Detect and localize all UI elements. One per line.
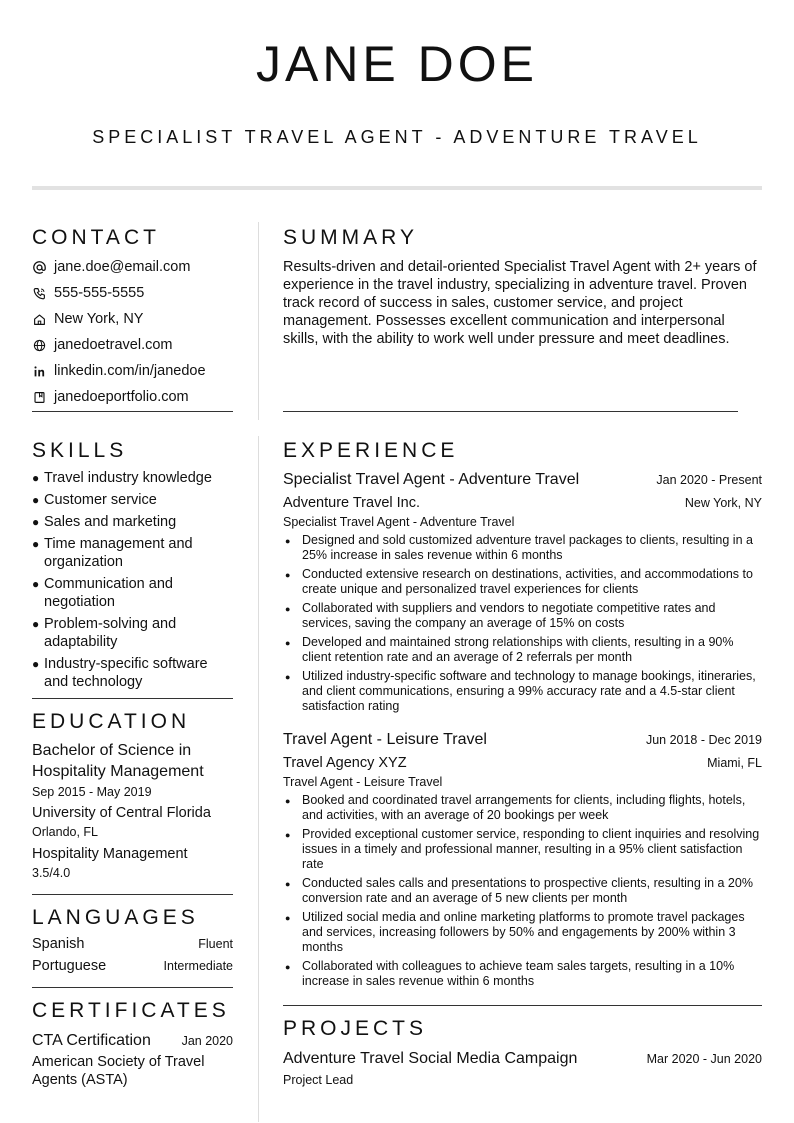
duty-item: ● Conducted extensive research on destinations, activities, and accommodations to create unique and personalized travel experiences for clients — [285, 567, 753, 596]
languages-divider — [32, 987, 233, 988]
bullet-icon: ● — [285, 604, 291, 614]
bullet-icon: ● — [285, 913, 291, 923]
bullet-icon: ● — [32, 657, 40, 671]
skill-item: ● Problem-solving and adaptability — [32, 616, 177, 650]
column-divider — [258, 222, 259, 420]
contact-location-text: New York, NY — [54, 311, 144, 327]
project-header — [283, 1048, 762, 1070]
bullet-icon: ● — [285, 879, 291, 889]
job-role: Specialist Travel Agent - Adventure Travel — [283, 515, 515, 529]
skills-list — [32, 469, 233, 691]
bullet-icon: ● — [32, 515, 40, 529]
bullet-icon: ● — [285, 830, 291, 840]
certificate-name: CTA Certification — [32, 1032, 151, 1049]
duty-item: ● Provided exceptional customer service, responding to client inquiries and resolving issues in a timely and professional manner, resulting in a 95% client satisfaction rate — [285, 827, 760, 871]
bullet-icon: ● — [285, 570, 291, 580]
project-dates: Mar 2020 - Jun 2020 — [646, 1052, 762, 1066]
job-dates: Jan 2020 - Present — [656, 473, 762, 487]
duty-item: ● Collaborated with suppliers and vendors to negotiate competitive rates and services, saving the company an average of 15% on costs — [285, 601, 716, 630]
candidate-title: SPECIALIST TRAVEL AGENT - ADVENTURE TRAVEL — [92, 127, 702, 147]
education-section — [32, 710, 233, 882]
contact-linkedin-text: linkedin.com/in/janedoe — [54, 363, 206, 379]
education-heading: EDUCATION — [32, 710, 191, 733]
contact-linkedin[interactable] — [32, 358, 233, 384]
duty-item: ● Designed and sold customized adventure travel packages to clients, resulting in a 25% increase in sales revenue within 6 months — [285, 533, 753, 562]
header-divider — [32, 186, 762, 190]
bullet-icon: ● — [32, 577, 40, 591]
duty-item: ● Utilized industry-specific software and technology to manage bookings, itineraries, and client communications, ensuring a 99% accuracy rate and a 4.5-star client satisfaction rating — [285, 669, 756, 713]
contact-location — [32, 306, 233, 332]
language-name: Portuguese — [32, 958, 107, 974]
contact-website[interactable] — [32, 332, 233, 358]
at-icon — [32, 260, 46, 274]
home-icon — [32, 312, 46, 326]
bullet-icon: ● — [32, 537, 40, 551]
duty-item: ● Conducted sales calls and presentations to prospective clients, resulting in a 20% conversion rate and an average of 5 new clients per month — [285, 876, 753, 905]
bullet-icon: ● — [32, 617, 40, 631]
job-entry — [283, 469, 762, 714]
project-role: Project Lead — [283, 1073, 354, 1087]
contact-website-text: janedoetravel.com — [54, 337, 173, 353]
education-school: University of Central Florida — [32, 805, 211, 821]
summary-divider — [283, 411, 738, 412]
job-location: New York, NY — [684, 496, 762, 510]
certificates-heading: CERTIFICATES — [32, 999, 230, 1022]
skills-section — [32, 439, 233, 695]
job-role: Travel Agent - Leisure Travel — [283, 775, 443, 789]
certificate-row — [32, 1030, 233, 1052]
contact-portfolio[interactable] — [32, 384, 233, 410]
summary-heading: SUMMARY — [283, 226, 418, 249]
job-entry — [283, 729, 762, 989]
experience-section — [283, 439, 762, 993]
skills-divider — [32, 698, 233, 699]
duty-item: ● Utilized social media and online marketing platforms to promote travel packages and services, increasing followers by 50% and engagements by 200% within 3 months — [285, 910, 745, 954]
contact-heading: CONTACT — [32, 226, 160, 249]
experience-heading: EXPERIENCE — [283, 439, 459, 462]
language-name: Spanish — [32, 936, 85, 952]
bullet-icon: ● — [285, 672, 291, 682]
duty-item: ● Collaborated with colleagues to achieve team sales targets, resulting in a 10% increase in sales revenue within 6 months — [285, 959, 735, 988]
job-header — [283, 729, 762, 751]
skill-item: ● Customer service — [32, 492, 157, 508]
education-gpa: 3.5/4.0 — [32, 866, 71, 880]
language-level: Intermediate — [163, 959, 233, 973]
summary-text: Results-driven and detail-oriented Specialist Travel Agent with 2+ years of experience in the travel industry, specializing in adventure travel. Proven track record of success in sales, customer service, and project management. Possesses excellent communication and interpersonal skills, with the ability to work well under pressure and meet deadlines. — [283, 259, 757, 347]
certificates-section — [32, 999, 233, 1089]
job-title: Specialist Travel Agent - Adventure Travel — [283, 471, 580, 488]
summary-section — [283, 226, 762, 348]
contact-list — [32, 254, 233, 410]
bullet-icon: ● — [32, 493, 40, 507]
contact-portfolio-text: janedoeportfolio.com — [54, 389, 189, 405]
languages-heading: LANGUAGES — [32, 906, 199, 929]
bullet-icon: ● — [285, 796, 291, 806]
education-dates: Sep 2015 - May 2019 — [32, 785, 152, 799]
job-company: Travel Agency XYZ — [283, 755, 407, 771]
globe-icon — [32, 338, 46, 352]
job-company-row — [283, 493, 762, 513]
contact-email[interactable] — [32, 254, 233, 280]
duty-item: ● Developed and maintained strong relationships with clients, resulting in a 90% client retention rate and an average of 2 referrals per month — [285, 635, 734, 664]
skill-item: ● Time management and organization — [32, 536, 193, 570]
linkedin-icon — [32, 364, 46, 378]
education-divider — [32, 894, 233, 895]
job-title: Travel Agent - Leisure Travel — [283, 731, 487, 748]
skill-item: ● Sales and marketing — [32, 514, 177, 530]
job-company: Adventure Travel Inc. — [283, 495, 421, 511]
bullet-icon: ● — [285, 962, 291, 972]
contact-phone-text: 555-555-5555 — [54, 285, 145, 301]
project-title: Adventure Travel Social Media Campaign — [283, 1050, 578, 1067]
bullet-icon: ● — [285, 536, 291, 546]
language-row — [32, 934, 233, 956]
contact-section — [32, 226, 233, 410]
languages-section — [32, 906, 233, 978]
skills-heading: SKILLS — [32, 439, 128, 462]
education-field: Hospitality Management — [32, 846, 188, 862]
projects-section — [283, 1017, 762, 1089]
certificate-date: Jan 2020 — [181, 1034, 233, 1048]
phone-icon — [32, 286, 46, 300]
column-divider — [258, 436, 259, 1122]
contact-email-text: jane.doe@email.com — [54, 259, 191, 275]
skill-item: ● Travel industry knowledge — [32, 470, 212, 486]
certificate-issuer: American Society of Travel Agents (ASTA) — [32, 1054, 205, 1088]
projects-heading: PROJECTS — [283, 1017, 428, 1040]
candidate-name: JANE DOE — [255, 36, 539, 92]
language-level: Fluent — [198, 937, 233, 951]
education-degree: Bachelor of Science in Hospitality Management — [32, 742, 204, 780]
job-location: Miami, FL — [707, 756, 762, 770]
job-header — [283, 469, 762, 491]
job-company-row — [283, 753, 762, 773]
job-duties — [283, 533, 762, 714]
job-duties — [283, 793, 762, 989]
bullet-icon: ● — [285, 638, 291, 648]
language-row — [32, 956, 233, 978]
duty-item: ● Booked and coordinated travel arrangements for clients, including flights, hotels, and activities, with an average of 20 bookings per week — [285, 793, 746, 822]
job-dates: Jun 2018 - Dec 2019 — [645, 733, 762, 747]
skill-item: ● Industry-specific software and technology — [32, 656, 208, 690]
contact-phone[interactable] — [32, 280, 233, 306]
skill-item: ● Communication and negotiation — [32, 576, 173, 610]
bullet-icon: ● — [32, 471, 40, 485]
education-location: Orlando, FL — [32, 825, 99, 839]
portfolio-icon — [32, 390, 46, 404]
experience-divider — [283, 1005, 762, 1006]
contact-divider — [32, 411, 233, 412]
